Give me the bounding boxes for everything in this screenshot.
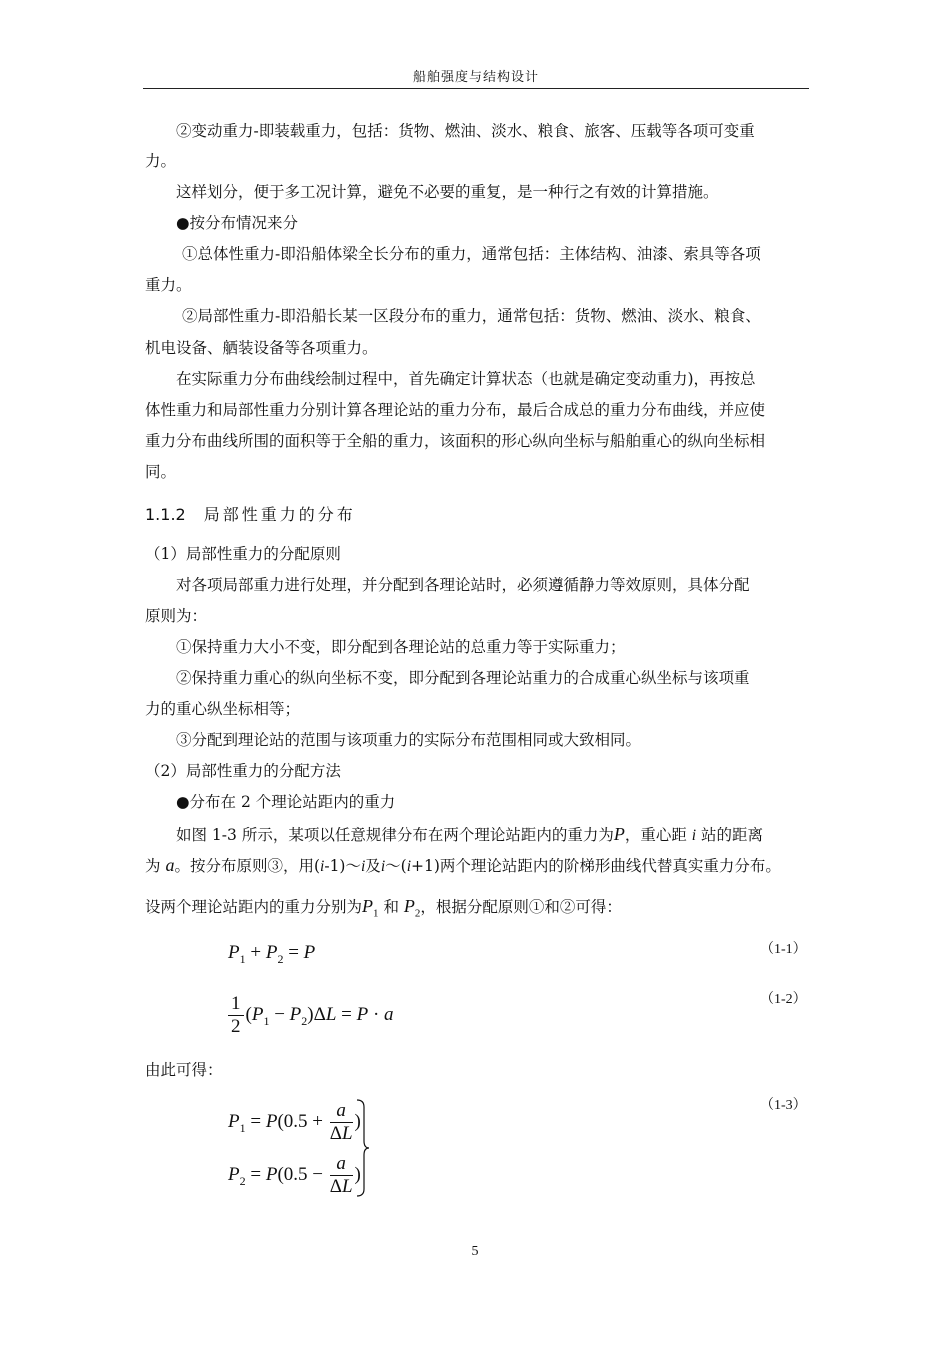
text-run: 和 [383, 898, 399, 916]
page-number: 5 [471, 1244, 479, 1259]
equation-number: （1-3） [760, 1098, 807, 1113]
text-run: 设两个理论站距内的重力分别为 [145, 898, 363, 916]
paragraph-line: 重力分布曲线所围的面积等于全船的重力，该面积的形心纵向坐标与船舶重心的纵向坐标相 [145, 432, 766, 450]
section-heading [145, 505, 809, 525]
bullet-heading: ●按分布情况来分 [176, 214, 299, 232]
rule-item: ③分配到理论站的范围与该项重力的实际分布范围相同或大致相同。 [176, 731, 642, 749]
right-brace-icon [355, 1099, 371, 1197]
symbol-i: i [360, 858, 366, 875]
paragraph-line: 机电设备、舾装设备等各项重力。 [145, 339, 378, 357]
symbol-i: i [406, 858, 411, 875]
symbol-i: i [320, 858, 325, 875]
symbol-a: a [165, 855, 175, 875]
subsection-heading: （1）局部性重力的分配原则 [145, 545, 341, 563]
paragraph-line [145, 855, 809, 877]
header-rule [143, 88, 809, 89]
paragraph-line [145, 824, 840, 846]
symbol-P1: $P_1$ [362, 896, 379, 920]
text-run: ，重心距 [624, 826, 687, 844]
symbol-i: i [691, 827, 697, 844]
running-header: 船舶强度与结构设计 [412, 70, 539, 85]
text-run: 站的距离 [701, 826, 764, 844]
rule-item: ①保持重力大小不变，即分配到各理论站的总重力等于实际重力； [176, 638, 626, 656]
rule-item: 力的重心纵坐标相等； [145, 700, 301, 718]
paragraph-line [145, 896, 809, 924]
symbol-P2: $P_2$ [403, 896, 421, 920]
paragraph-line: 对各项局部重力进行处理，并分配到各理论站时，必须遵循静力等效原则，具体分配 [176, 576, 750, 594]
text-run: -1)～ [324, 857, 361, 875]
text-run: 及 [365, 857, 381, 875]
text-run: +1)两个理论站距内的阶梯形曲线代替真实重力分布。 [411, 857, 781, 875]
paragraph-line: 这样划分，便于多工况计算，避免不必要的重复，是一种行之有效的计算措施。 [176, 183, 719, 201]
equation-number: （1-1） [760, 942, 807, 957]
text-run: ～( [385, 857, 407, 875]
text-run: 为 [145, 857, 161, 875]
equation-number: （1-2） [760, 992, 807, 1007]
paragraph-line: ②局部性重力-即沿船长某一区段分布的重力，通常包括：货物、燃油、淡水、粮食、 [182, 307, 761, 325]
text-run: 。按分布原则③，用( [174, 857, 321, 875]
paragraph-line: 体性重力和局部性重力分别计算各理论站的重力分布，最后合成总的重力分布曲线，并应使 [145, 401, 766, 419]
rule-item: ②保持重力重心的纵向坐标不变，即分配到各理论站重力的合成重心纵坐标与该项重 [176, 669, 750, 687]
equation-1-1: $P_1 + P_2 = P$ [228, 942, 316, 966]
paragraph-line: 力。 [145, 152, 177, 170]
section-title: 局部性重力的分布 [203, 505, 356, 524]
symbol-P: P [613, 824, 625, 844]
text-run: 如图 1-3 所示，某项以任意规律分布在两个理论站距内的重力为 [176, 826, 614, 844]
paragraph-line: 同。 [145, 463, 177, 481]
paragraph-line: ①总体性重力-即沿船体梁全长分布的重力，通常包括：主体结构、油漆、索具等各项 [182, 245, 761, 263]
paragraph-line: 由此可得： [145, 1061, 223, 1079]
subsection-heading: （2）局部性重力的分配方法 [145, 762, 341, 780]
paragraph-line: ②变动重力-即装载重力，包括：货物、燃油、淡水、粮食、旅客、压载等各项可变重 [176, 122, 755, 140]
symbol-i: i [380, 858, 386, 875]
text-run: ，根据分配原则①和②可得： [420, 898, 622, 916]
paragraph-line: 在实际重力分布曲线绘制过程中，首先确定计算状态（也就是确定变动重力)，再按总 [176, 370, 756, 388]
bullet-heading: ●分布在 2 个理论站距内的重力 [176, 793, 396, 811]
section-number: 1.1.2 [145, 505, 186, 524]
equation-1-3b: $P_2 = P(0.5$ − $\frac{a}{\Delta L}$ ) [228, 1153, 361, 1197]
equation-1-3a: $P_1 = P(0.5$ + $\frac{a}{\Delta L}$ ) [228, 1100, 361, 1144]
paragraph-line: 原则为： [145, 607, 208, 625]
paragraph-line: 重力。 [145, 276, 192, 294]
equation-1-2: $\frac{1}{2}$ $(P_1 - P_2)\Delta L = P \cdot a$ [226, 993, 394, 1038]
